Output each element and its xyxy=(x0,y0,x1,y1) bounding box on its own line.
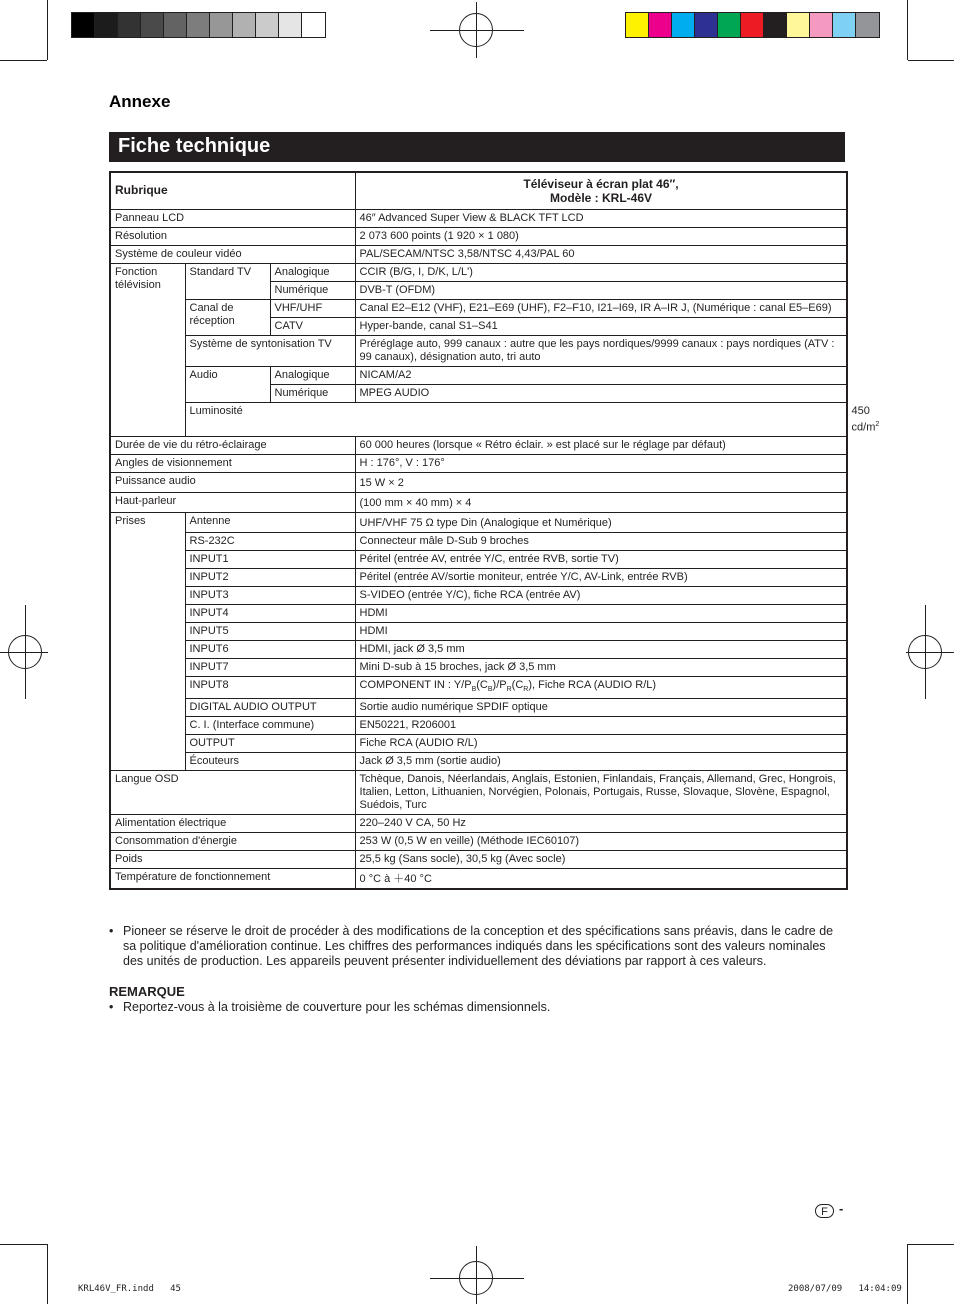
table-row xyxy=(110,437,847,455)
row-group-label: Prises xyxy=(110,513,185,771)
registration-mark xyxy=(430,30,524,31)
page-dash: - xyxy=(839,1201,844,1216)
table-row xyxy=(110,402,847,437)
swatch xyxy=(764,13,787,37)
row-value: Connecteur mâle D-Sub 9 broches xyxy=(355,533,847,551)
table-row xyxy=(110,335,847,366)
table-row xyxy=(110,815,847,833)
row-subgroup-label: Canal de réception xyxy=(185,299,270,335)
row-value: DVB-T (OFDM) xyxy=(355,281,847,299)
row-label: Consommation d'énergie xyxy=(110,833,355,851)
row-label: RS-232C xyxy=(185,533,355,551)
header-model-line1: Téléviseur à écran plat 46″, xyxy=(523,176,679,191)
row-value: Mini D-sub à 15 broches, jack Ø 3,5 mm xyxy=(355,659,847,677)
swatch xyxy=(718,13,741,37)
table-row xyxy=(110,533,847,551)
table-row xyxy=(110,455,847,473)
row-label: INPUT4 xyxy=(185,605,355,623)
swatch xyxy=(626,13,649,37)
swatch xyxy=(256,13,279,37)
crop-mark xyxy=(908,60,954,61)
row-label: Panneau LCD xyxy=(110,209,355,227)
table-header-row xyxy=(110,172,847,209)
swatch xyxy=(672,13,695,37)
table-row xyxy=(110,735,847,753)
row-value: HDMI, jack Ø 3,5 mm xyxy=(355,641,847,659)
crop-mark xyxy=(47,1244,48,1304)
table-row xyxy=(110,833,847,851)
row-label: INPUT6 xyxy=(185,641,355,659)
component-part: (C xyxy=(476,679,488,692)
row-value: PAL/SECAM/NTSC 3,58/NTSC 4,43/PAL 60 xyxy=(355,245,847,263)
row-label: INPUT8 xyxy=(185,677,355,699)
row-label: Durée de vie du rétro-éclairage xyxy=(110,437,355,455)
remark-title: REMARQUE xyxy=(109,984,185,999)
row-label: Température de fonctionnement xyxy=(110,869,355,890)
row-value: Préréglage auto, 999 canaux : autre que les pays nordiques/9999 canaux : pays nordiques (ATV : 99 canaux), désignation auto, tri auto xyxy=(355,335,847,366)
crop-mark xyxy=(0,60,47,61)
row-label: INPUT1 xyxy=(185,551,355,569)
row-label: Alimentation électrique xyxy=(110,815,355,833)
swatch xyxy=(856,13,879,37)
swatch xyxy=(302,13,325,37)
table-row xyxy=(110,473,847,493)
brightness-value: 450 cd/m xyxy=(851,404,876,434)
row-value: MPEG AUDIO xyxy=(355,384,847,402)
gray-swatch-bar xyxy=(71,12,326,38)
row-label: INPUT2 xyxy=(185,569,355,587)
row-label: Système de syntonisation TV xyxy=(185,335,355,366)
table-row xyxy=(110,227,847,245)
row-label: VHF/UHF xyxy=(270,299,355,317)
table-row xyxy=(110,605,847,623)
row-value: HDMI xyxy=(355,605,847,623)
row-label: OUTPUT xyxy=(185,735,355,753)
swatch xyxy=(787,13,810,37)
table-row xyxy=(110,245,847,263)
row-label: INPUT3 xyxy=(185,587,355,605)
row-value: Péritel (entrée AV, entrée Y/C, entrée RVB, sortie TV) xyxy=(355,551,847,569)
table-row xyxy=(110,677,847,699)
row-label: Poids xyxy=(110,851,355,869)
row-value: 15 W × 2 xyxy=(355,473,847,493)
row-label: Haut-parleur xyxy=(110,493,355,513)
table-row xyxy=(110,699,847,717)
registration-mark xyxy=(0,652,48,653)
note-bullet: • Pioneer se réserve le droit de procéder à des modifications de la conception et des spécifications sans préavis, dans le cadre de sa politique d'amélioration continue. Les chiffres des performances indiqués dans les spécifications sont des valeurs nominales des unités de production. Les appareils peuvent présenter individuellement des déviations par rapport à ces valeurs. xyxy=(109,924,839,969)
row-value: Péritel (entrée AV/sortie moniteur, entrée Y/C, AV-Link, entrée RVB) xyxy=(355,569,847,587)
crop-mark xyxy=(0,1244,47,1245)
footer-date: 2008/07/09 14:04:09 xyxy=(788,1284,902,1294)
swatch xyxy=(833,13,856,37)
swatch xyxy=(72,13,95,37)
swatch xyxy=(810,13,833,37)
row-label: C. I. (Interface commune) xyxy=(185,717,355,735)
notes-block xyxy=(109,924,839,969)
crop-mark xyxy=(908,1244,954,1245)
row-value: S-VIDEO (entrée Y/C), fiche RCA (entrée AV) xyxy=(355,587,847,605)
row-value: EN50221, R206001 xyxy=(355,717,847,735)
swatch xyxy=(118,13,141,37)
row-label: Analogique xyxy=(270,366,355,384)
component-sub: B xyxy=(471,686,477,694)
row-value: (100 mm × 40 mm) × 4 xyxy=(355,493,847,513)
table-row xyxy=(110,551,847,569)
swatch xyxy=(233,13,256,37)
registration-mark xyxy=(430,1278,524,1279)
row-group-label: Fonction télévision xyxy=(110,263,185,437)
row-label: INPUT7 xyxy=(185,659,355,677)
table-row xyxy=(110,569,847,587)
row-label: Angles de visionnement xyxy=(110,455,355,473)
header-model xyxy=(355,172,847,209)
row-value: 220–240 V CA, 50 Hz xyxy=(355,815,847,833)
table-row xyxy=(110,717,847,735)
table-row xyxy=(110,851,847,869)
header-rubrique: Rubrique xyxy=(110,172,355,209)
row-value: 46″ Advanced Super View & BLACK TFT LCD xyxy=(355,209,847,227)
table-row xyxy=(110,623,847,641)
remark-bullet: • Reportez-vous à la troisième de couverture pour les schémas dimensionnels. xyxy=(109,1000,839,1015)
row-value: UHF/VHF 75 Ω type Din (Analogique et Numérique) xyxy=(355,513,847,533)
component-part: (C xyxy=(511,679,524,692)
table-row xyxy=(110,493,847,513)
swatch xyxy=(741,13,764,37)
row-value: Canal E2–E12 (VHF), E21–E69 (UHF), F2–F10, I21–I69, IR A–IR J, (Numérique : canal E5–E69) xyxy=(355,299,847,317)
row-label: Antenne xyxy=(185,513,355,533)
crop-mark xyxy=(907,0,908,60)
remark-block xyxy=(109,984,839,1015)
component-sub: B xyxy=(487,686,493,694)
row-label: Langue OSD xyxy=(110,771,355,815)
registration-mark xyxy=(476,1246,477,1304)
spec-table xyxy=(109,171,880,890)
row-label: Résolution xyxy=(110,227,355,245)
row-value: 2 073 600 points (1 920 × 1 080) xyxy=(355,227,847,245)
row-label: Puissance audio xyxy=(110,473,355,493)
registration-mark xyxy=(906,652,954,653)
row-value: Sortie audio numérique SPDIF optique xyxy=(355,699,847,717)
row-label: Écouteurs xyxy=(185,753,355,771)
row-value: Tchèque, Danois, Néerlandais, Anglais, Estonien, Finlandais, Français, Allemand, Grec, Hongrois, Italien, Letton, Lithuanien, Norvégien, Polonais, Portugais, Russe, Slovaque, Slovène, Espagnol, Suédois, Turc xyxy=(355,771,847,815)
row-label: Système de couleur vidéo xyxy=(110,245,355,263)
row-value: Hyper-bande, canal S1–S41 xyxy=(355,317,847,335)
row-label: CATV xyxy=(270,317,355,335)
row-label: Numérique xyxy=(270,384,355,402)
row-label: Analogique xyxy=(270,263,355,281)
table-row xyxy=(110,263,847,281)
brightness-unit-exp: 2 xyxy=(875,420,880,428)
row-value: HDMI xyxy=(355,623,847,641)
crop-mark xyxy=(907,1244,908,1304)
row-label: INPUT5 xyxy=(185,623,355,641)
row-label: Numérique xyxy=(270,281,355,299)
table-row xyxy=(110,587,847,605)
component-sub: R xyxy=(523,686,529,694)
row-label: DIGITAL AUDIO OUTPUT xyxy=(185,699,355,717)
component-sub: R xyxy=(506,686,512,694)
component-part: ), Fiche RCA (AUDIO R/L) xyxy=(528,679,657,692)
crop-mark xyxy=(47,0,48,60)
table-row xyxy=(110,366,847,384)
row-value xyxy=(355,677,847,699)
table-row xyxy=(110,771,847,815)
table-row xyxy=(110,753,847,771)
row-value: 25,5 kg (Sans socle), 30,5 kg (Avec socle) xyxy=(355,851,847,869)
table-row xyxy=(110,299,847,317)
page-title: Fiche technique xyxy=(109,132,845,162)
row-value: CCIR (B/G, I, D/K, L/L') xyxy=(355,263,847,281)
language-badge: F xyxy=(815,1204,834,1218)
swatch xyxy=(695,13,718,37)
component-part: COMPONENT IN : Y/P xyxy=(359,679,472,692)
row-value: Jack Ø 3,5 mm (sortie audio) xyxy=(355,753,847,771)
swatch xyxy=(141,13,164,37)
row-value: Fiche RCA (AUDIO R/L) xyxy=(355,735,847,753)
row-value: NICAM/A2 xyxy=(355,366,847,384)
header-model-line2: Modèle : KRL-46V xyxy=(550,190,653,205)
table-row xyxy=(110,513,847,533)
table-row xyxy=(110,869,847,890)
section-heading: Annexe xyxy=(109,92,171,111)
swatch xyxy=(187,13,210,37)
footer-file: KRL46V_FR.indd 45 xyxy=(78,1284,181,1294)
row-value: 60 000 heures (lorsque « Rétro éclair. » est placé sur le réglage par défaut) xyxy=(355,437,847,455)
row-subgroup-label: Audio xyxy=(185,366,270,402)
swatch xyxy=(164,13,187,37)
table-row xyxy=(110,641,847,659)
component-part: )/P xyxy=(492,679,507,692)
swatch xyxy=(279,13,302,37)
table-row xyxy=(110,209,847,227)
row-value: 0 °C à ＋40 °C xyxy=(355,869,847,890)
color-swatch-bar xyxy=(625,12,880,38)
swatch xyxy=(649,13,672,37)
table-row xyxy=(110,659,847,677)
swatch xyxy=(210,13,233,37)
row-subgroup-label: Standard TV xyxy=(185,263,270,299)
row-value: 253 W (0,5 W en veille) (Méthode IEC60107) xyxy=(355,833,847,851)
swatch xyxy=(95,13,118,37)
row-label: Luminosité xyxy=(185,402,847,437)
row-value: H : 176°, V : 176° xyxy=(355,455,847,473)
